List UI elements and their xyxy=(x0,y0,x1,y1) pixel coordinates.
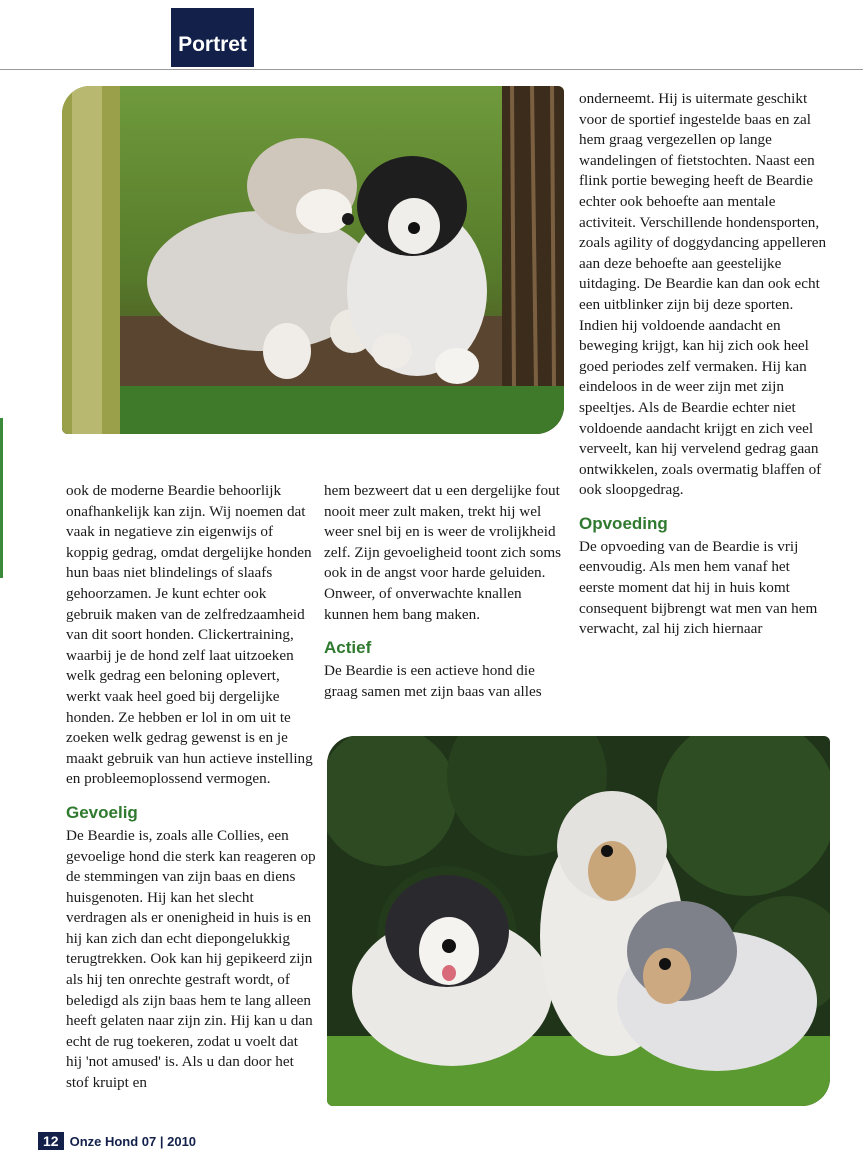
body-paragraph: De opvoeding van de Beardie is vrij eenvoudig. Als men hem vanaf het eerste moment dat hij in huis komt consequent bijbrengt wat men van hem verwacht, zal hij zich hiernaar xyxy=(579,537,818,638)
article-column-right xyxy=(579,89,829,640)
subheading-actief: Actief xyxy=(324,638,372,658)
magazine-issue: Onze Hond 07 | 2010 xyxy=(69,1133,197,1149)
body-paragraph: onderneemt. Hij is uitermate geschikt voor de sportief ingestelde baas en zal hem graag vergezellen op lange wandelingen of fietstochten. Naast een flink portie beweging heeft de Beardie echter ook behoefte aan mentale activiteit. Verschillende hondensporten, zoals agility of doggydancing appelleren aan deze behoefte aan geestelijke uitdaging. De Beardie kan dan ook echt een uitblinker zijn bij deze sporten. xyxy=(579,90,827,313)
subheading-gevoelig: Gevoelig xyxy=(66,802,138,822)
subheading-opvoeding: Opvoeding xyxy=(579,513,668,533)
photo-sitting-dogs xyxy=(327,736,830,1106)
body-paragraph: hem bezweert dat u een dergelijke fout nooit meer zult maken, trekt hij wel weer snel bij en is weer de vrolijkheid zelf. Zijn gevoeligheid toont zich soms ook in de angst voor harde geluiden. Onweer, of onverwachte knallen kunnen hem bang maken. xyxy=(324,482,562,623)
body-paragraph: ook de moderne Beardie behoorlijk onafhankelijk kan zijn. Wij noemen dat vaak in negatieve zin eigenwijs of koppig gedrag, omdat dergelijke honden hun baas niet blindelings of slaafs gehoorzamen. Je kunt echter ook gebruik maken van de zelfredzaamheid van dit soort honden. Clickertraining, waarbij je de hond zelf laat uitzoeken welk gedrag een beloning oplevert, werkt vaak heel goed bij dergelijke honden. Ze hebben er lol in om uit te zoeken welk gedrag gewenst is en je maakt gebruik van hun actieve instelling en probleemoplossend vermogen. xyxy=(66,482,313,788)
article-column-left xyxy=(66,481,316,1094)
page-number: 12 xyxy=(38,1132,64,1150)
header-rule xyxy=(0,69,863,70)
body-paragraph: De Beardie is, zoals alle Collies, een gevoelige hond die sterk kan reageren op de stemmingen van zijn baas en diens huisgenoten. Hij kan het slecht verdragen als er onenigheid in huis is en hij kan zich dan echt diepongelukkig terugtrekken. Ook kan hij gepikeerd zijn als hij ten onrechte gestraft wordt, of beledigd als zijn baas hem te lang alleen heeft gelaten naar zijn zin. Hij kan u dan echt de rug toekeren, zodat u voelt dat hij 'not amused' is. Als u dan door het stof kruipt en xyxy=(66,826,316,1092)
section-label: Portret xyxy=(171,8,254,67)
page-footer xyxy=(38,1130,196,1152)
photo-running-dogs xyxy=(62,86,564,434)
photo-two-running-beardies-icon xyxy=(62,86,564,434)
photo-three-sitting-beardies-icon xyxy=(327,736,830,1106)
body-paragraph: De Beardie is een actieve hond die graag samen met zijn baas van alles xyxy=(324,662,542,700)
article-column-middle xyxy=(324,481,570,702)
body-paragraph: Indien hij voldoende aandacht en beweging krijgt, kan hij zich ook heel goed periodes zelf vermaken. Hij kan eindeloos in de weer zijn met zijn speeltjes. Als de Beardie echter niet voldoende aandacht krijgt en zich veel verveelt, kan hij vervelend gedrag gaan ontwikkelen, zoals overmatig blaffen of ook sloopgedrag. xyxy=(579,316,822,499)
edge-strip xyxy=(0,418,3,578)
